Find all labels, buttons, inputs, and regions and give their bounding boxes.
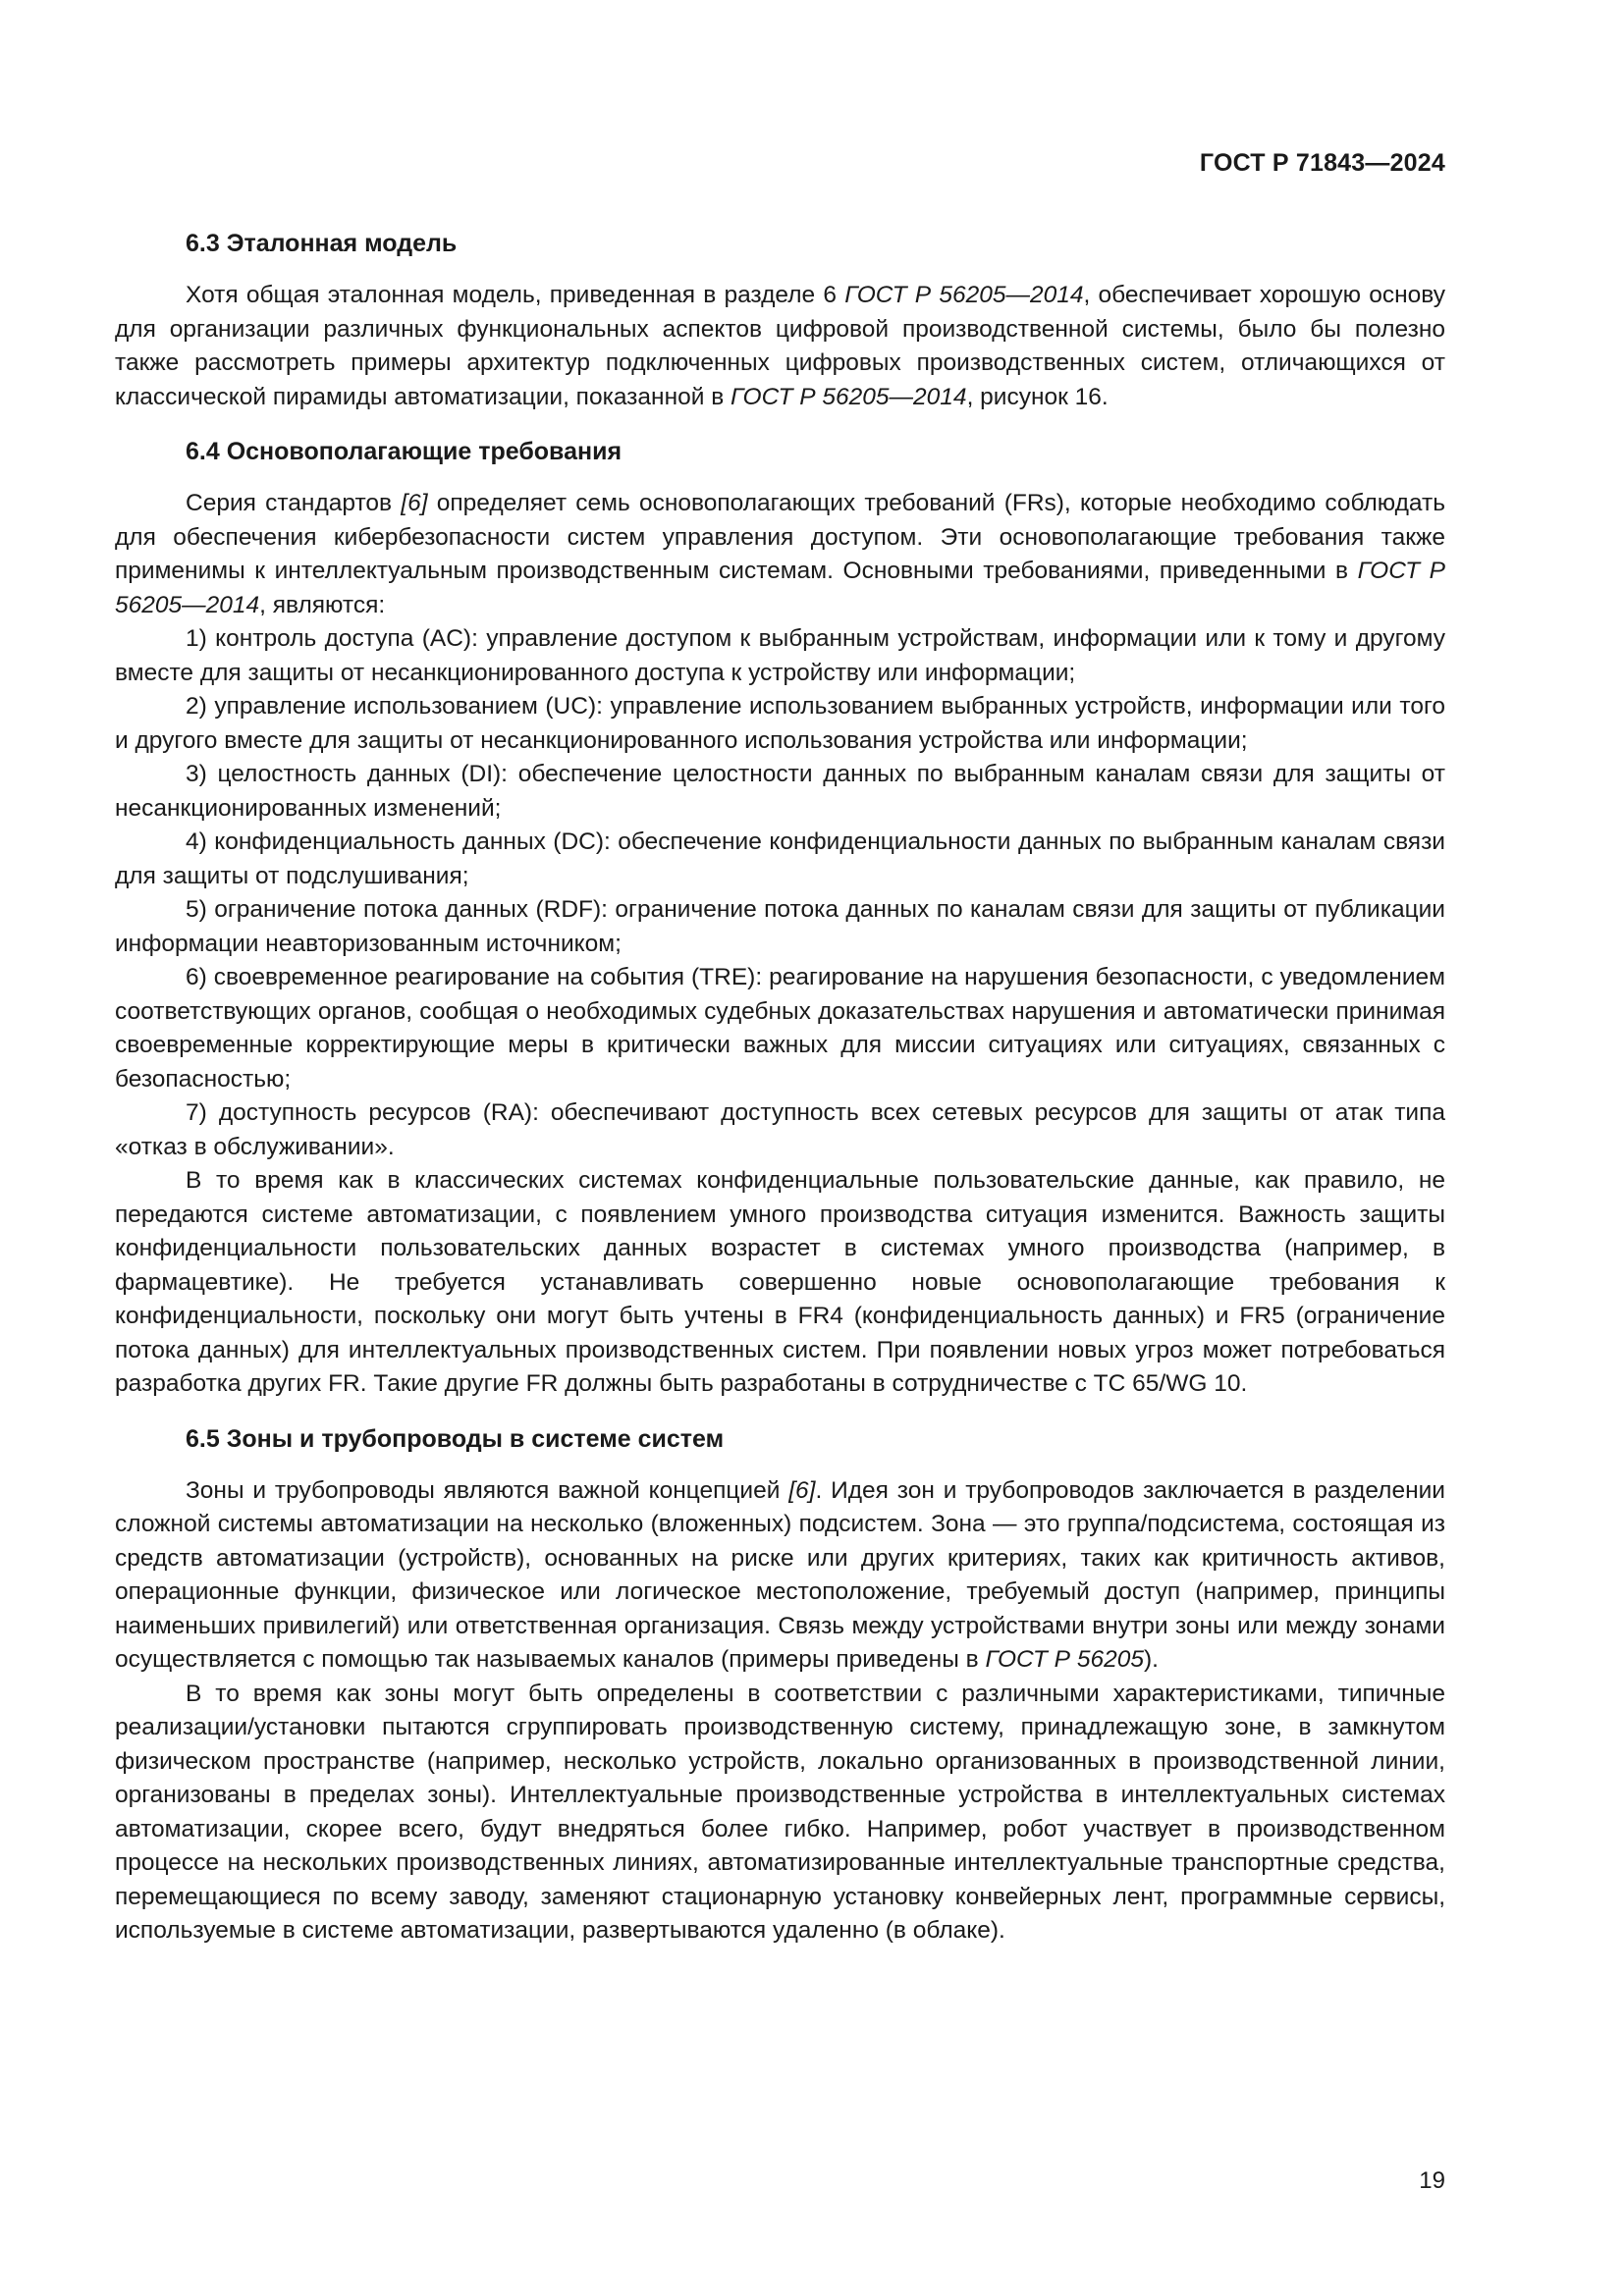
text-run: 6) своевременное реагирование на события (TRE): реагирование на нарушения безопасности, с уведомлением соответствующих органов, сообщая о необходимых судебных доказательствах нарушения и автоматически принимая своевременные корректирующие меры в критически важных для миссии ситуациях или ситуациях, связанных с безопасностью; (115, 964, 1445, 1093)
text-run: Хотя общая эталонная модель, приведенная в разделе 6 (186, 282, 845, 308)
text-run: Серия стандартов (186, 490, 402, 516)
text-run: . Идея зон и трубопроводов заключается в разделении сложной системы автоматизации на несколько (вложенных) подсистем. Зона — это группа/подсистема, состоящая из средств автоматизации (устройств), основанных на риске или других критериях, таких как критичность активов, операционные функции, физическое или логическое местоположение, требуемый доступ (например, принципы наименьших привилегий) или ответственная организация. Связь между устройствами внутри зоны или между зонами осуществляется с помощью так называемых каналов (примеры приведены в (115, 1476, 1445, 1673)
page-number: 19 (1419, 2167, 1445, 2194)
text-run: ). (1143, 1646, 1159, 1673)
text-run: 5) ограничение потока данных (RDF): ограничение потока данных по каналам связи для защиты от публикации информации неавторизованным источником; (115, 896, 1445, 957)
reference-text: ГОСТ Р 56205 (985, 1646, 1144, 1673)
paragraph (115, 487, 1445, 622)
section-6-3 (115, 228, 1445, 414)
paragraph (115, 893, 1445, 961)
section-heading: 6.4 Основополагающие требования (186, 438, 623, 465)
section-heading: 6.3 Эталонная модель (186, 230, 458, 257)
section-gap (115, 414, 1445, 436)
text-run: 3) целостность данных (DI): обеспечение целостности данных по выбранным каналам связи для защиты от несанкционированных изменений; (115, 761, 1445, 822)
text-run: В то время как зоны могут быть определены в соответствии с различными характеристиками, типичные реализации/установки пытаются сгруппировать производственную систему, принадлежащую зоне, в замкнутом физическом пространстве (например, несколько устройств, локально организованных в производственной линии, организованы в пределах зоны). Интеллектуальные производственные устройства в интеллектуальных системах автоматизации, скорее всего, будут внедряться более гибко. Например, робот участвует в производственном процессе на нескольких производственных линиях, автоматизированные интеллектуальные транспортные средства, перемещающиеся по всему заводу, заменяют стационарную установку конвейерных лент, программные сервисы, используемые в системе автоматизации, развертываются удаленно (в облаке). (115, 1680, 1445, 1944)
document-code: ГОСТ Р 71843—2024 (1199, 149, 1445, 177)
paragraph (115, 622, 1445, 690)
section-heading: 6.5 Зоны и трубопроводы в системе систем (186, 1424, 725, 1453)
text-run: , обеспечивает хорошую основу для организации различных функциональных аспектов цифровой производственной системы, было бы полезно также рассмотреть примеры архитектур подключенных цифровых производственных систем, отличающихся от классической пирамиды автоматизации, показанной в (115, 282, 1445, 410)
document-body (115, 228, 1445, 1949)
section-6-4 (115, 436, 1445, 1402)
text-run: Зоны и трубопроводы являются важной концепцией (186, 1476, 789, 1504)
reference-text: [6] (788, 1476, 816, 1504)
text-run: 2) управление использованием (UC): управление использованием выбранных устройств, информации или того и другого вместе для защиты от несанкционированного использования устройства или информации; (115, 693, 1445, 754)
text-run: 4) конфиденциальность данных (DC): обеспечение конфиденциальности данных по выбранным каналам связи для защиты от подслушивания; (115, 828, 1445, 889)
reference-text: ГОСТ Р 56205—2014 (115, 558, 1445, 618)
text-run: определяет семь основополагающих требований (FRs), которые необходимо соблюдать для обеспечения кибербезопасности систем управления доступом. Эти основополагающие требования также применимы к интеллектуальным производственным системам. Основными требованиями, приведенными в (115, 490, 1445, 584)
paragraph (115, 758, 1445, 826)
reference-text: [6] (401, 490, 428, 516)
paragraph (115, 1096, 1445, 1164)
paragraph (115, 279, 1445, 414)
reference-text: ГОСТ Р 56205—2014 (731, 383, 967, 410)
text-run: , рисунок 16. (966, 383, 1109, 410)
text-run: 7) доступность ресурсов (RA): обеспечивают доступность всех сетевых ресурсов для защиты от атак типа «отказ в обслуживании». (115, 1099, 1445, 1160)
paragraph (115, 1678, 1445, 1949)
paragraph (115, 961, 1445, 1096)
reference-text: ГОСТ Р 56205—2014 (844, 282, 1084, 308)
section-gap (115, 1402, 1445, 1423)
paragraph (115, 826, 1445, 893)
text-run: , являются: (259, 591, 386, 618)
paragraph (115, 690, 1445, 758)
paragraph (115, 1474, 1445, 1678)
section-6-5 (115, 1423, 1445, 1949)
paragraph (115, 1164, 1445, 1402)
text-run: В то время как в классических системах конфиденциальные пользовательские данные, как правило, не передаются системе автоматизации, с появлением умного производства ситуация изменится. Важность защиты конфиденциальности пользовательских данных возрастет в системах умного производства (например, в фармацевтике). Не требуется устанавливать совершенно новые основополагающие требования к конфиденциальности, поскольку они могут быть учтены в FR4 (конфиденциальность данных) и FR5 (ограничение потока данных) для интеллектуальных производственных систем. При появлении новых угроз может потребоваться разработка других FR. Такие другие FR должны быть разработаны в сотрудничестве с TC 65/WG 10. (115, 1167, 1445, 1397)
text-run: 1) контроль доступа (AC): управление доступом к выбранным устройствам, информации или к тому и другому вместе для защиты от несанкционированного доступа к устройству или информации; (115, 625, 1445, 686)
